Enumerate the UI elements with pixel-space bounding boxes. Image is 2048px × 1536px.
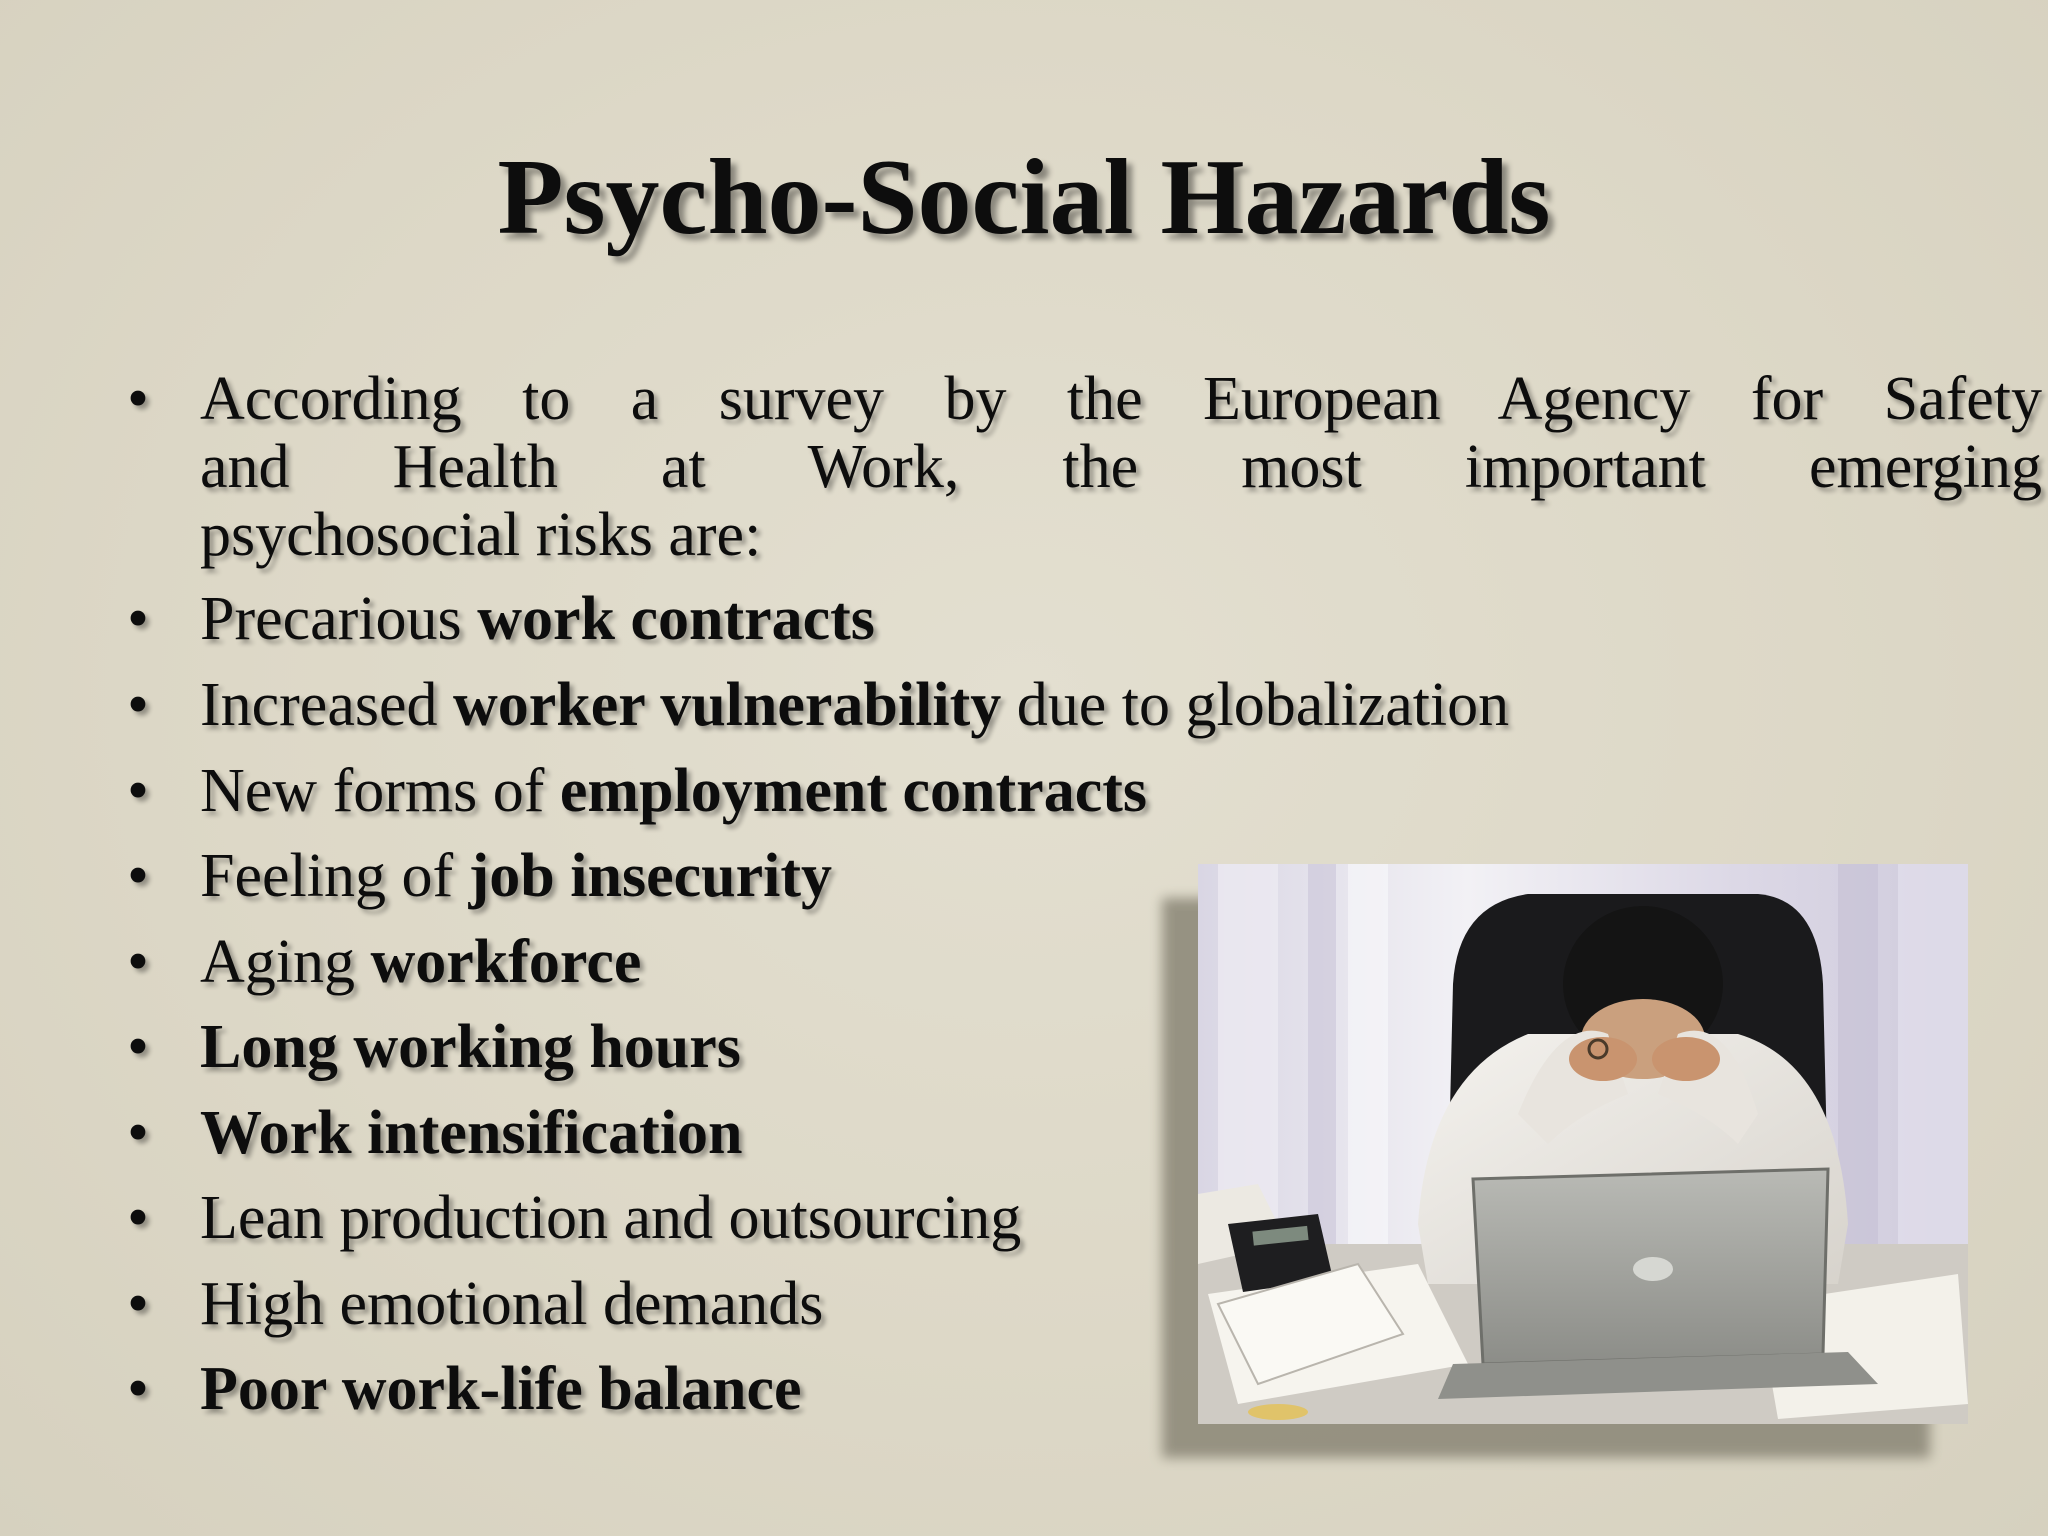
bullet-dot: • xyxy=(127,1099,149,1167)
bullet-dot: • xyxy=(127,1355,149,1423)
bullet-dot: • xyxy=(127,842,149,910)
bullet-text-bold: Work intensification xyxy=(200,1099,743,1167)
photo-illustration xyxy=(1198,864,1968,1424)
bullet-text-bold: Poor work-life balance xyxy=(200,1355,802,1423)
bullet-text-bold: worker vulnerability xyxy=(453,671,1002,739)
bullet-text-regular: High emotional demands xyxy=(200,1270,824,1338)
bullet-text-regular: due to globalization xyxy=(1001,671,1510,739)
bullet-text xyxy=(200,1184,1021,1252)
bullet-text xyxy=(200,671,1509,739)
bullet-dot: • xyxy=(127,585,149,653)
bullet-text-regular: Lean production and outsourcing xyxy=(200,1184,1022,1252)
bullet-text-bold: job insecurity xyxy=(468,842,832,910)
bullet-text-bold: workforce xyxy=(370,928,642,996)
bullet-dot: • xyxy=(127,1184,149,1252)
bullet-text-regular: Increased xyxy=(200,671,453,739)
bullet-dot: • xyxy=(127,365,149,433)
bullet-text-bold: work contracts xyxy=(477,585,875,653)
bullet-text xyxy=(200,1270,823,1338)
bullet-dot: • xyxy=(127,671,149,739)
intro-line: psychosocial risks are: xyxy=(200,501,762,569)
intro-line: According to a survey by the European Agency for Safety xyxy=(200,365,2042,433)
bullet-dot: • xyxy=(127,1270,149,1338)
bullet-text-regular: New forms of xyxy=(200,757,560,825)
bullet-text xyxy=(200,842,832,910)
bullet-text-regular: Precarious xyxy=(200,585,478,653)
bullet-text-bold: employment contracts xyxy=(559,757,1147,825)
intro-line: and Health at Work, the most important emerging xyxy=(200,433,2042,501)
bullet-text-regular: Aging xyxy=(200,928,371,996)
bullet-text xyxy=(200,757,1147,825)
slide-title: Psycho-Social Hazards xyxy=(497,138,1551,257)
bullet-text xyxy=(200,1013,741,1081)
bullet-text xyxy=(200,585,875,653)
bullet-text-regular: Feeling of xyxy=(200,842,469,910)
bullet-text xyxy=(200,1355,802,1423)
stressed-worker-at-laptop-photo xyxy=(1198,864,1968,1424)
bullet-text-bold: Long working hours xyxy=(200,1013,741,1081)
bullet-dot: • xyxy=(127,1013,149,1081)
bullet-text xyxy=(200,928,641,996)
bullet-text xyxy=(200,1099,743,1167)
bullet-dot: • xyxy=(127,757,149,825)
intro-paragraph xyxy=(200,365,2042,569)
bullet-dot: • xyxy=(127,928,149,996)
